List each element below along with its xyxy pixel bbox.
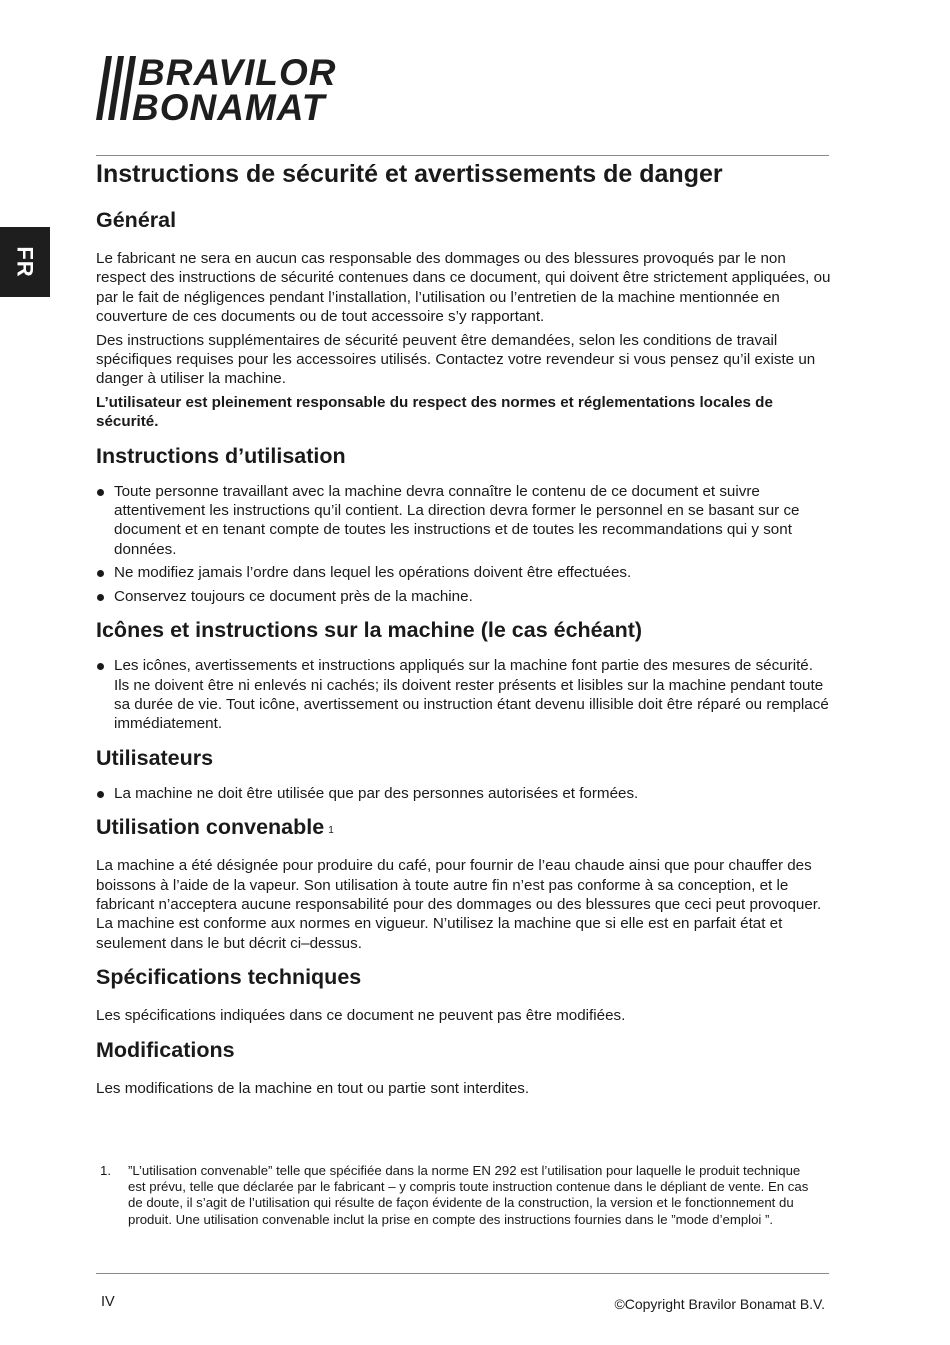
heading-general: Général xyxy=(96,208,177,232)
heading-icons: Icônes et instructions sur la machine (le cas échéant) xyxy=(96,618,643,643)
footnote-reference: 1 xyxy=(328,825,334,837)
page-title: Instructions de sécurité et avertissements de danger xyxy=(96,160,723,188)
general-paragraph-1: Le fabricant ne sera en aucun cas responsable des dommages ou des blessures provoqués par le non respect des instructions de sécurité contenues dans ce document, qui doivent être strictement appliquées, ou par le fait de négligences pendant l’installation, l’utilisation ou l’entretien de la machine mentionnée en couverture de ces documents ou de tout accessoire s’y rapportant. xyxy=(96,250,831,326)
copyright: ©Copyright Bravilor Bonamat B.V. xyxy=(614,1296,825,1312)
logo-line1: BRAVILOR xyxy=(138,54,337,93)
footnote-number: 1. xyxy=(100,1163,111,1178)
users-list xyxy=(96,784,832,803)
modifications-paragraph: Les modifications de la machine en tout ou partie sont interdites. xyxy=(96,1079,530,1097)
list-item: La machine ne doit être utilisée que par des personnes autorisées et formées. xyxy=(96,784,832,803)
top-divider xyxy=(96,155,829,156)
list-item: Conservez toujours ce document près de la machine. xyxy=(96,587,832,606)
general-paragraph-2: Des instructions supplémentaires de sécurité peuvent être demandées, selon les conditions de travail spécifiques requises pour les accessoires utilisés. Contactez votre revendeur si vous pensez qu’il existe un danger à utiliser la machine. xyxy=(96,331,816,388)
usage-list xyxy=(96,482,832,606)
proper-use-paragraph: La machine a été désignée pour produire du café, pour fournir de l’eau chaude ainsi que pour chauffer des boissons à l’aide de la vapeur. Son utilisation à toute autre fin n’est pas conforme à sa conception, et le fabricant n’acceptera aucune responsabilité pour des dommages ou des blessures que ceci peut provoquer. La machine est conforme aux normes en vigueur. N’utilisez la machine que si elle est en parfait état et seulement dans le but décrit ci–dessus. xyxy=(96,857,822,952)
footnote xyxy=(100,1163,815,1228)
language-tab-label: FR xyxy=(12,246,38,278)
icons-list xyxy=(96,656,832,734)
general-paragraph-3: L’utilisateur est pleinement responsable du respect des normes et réglementations locales de sécurité. xyxy=(96,393,773,431)
bottom-divider xyxy=(96,1273,829,1274)
heading-proper-use xyxy=(96,813,832,841)
heading-users: Utilisateurs xyxy=(96,745,214,770)
page-number: IV xyxy=(101,1294,115,1310)
specs-paragraph: Les spécifications indiquées dans ce document ne peuvent pas être modifiées. xyxy=(96,1007,626,1025)
language-tab xyxy=(0,227,50,297)
list-item: Toute personne travaillant avec la machine devra connaître le contenu de ce document et suivre attentivement les instructions qu’il contient. La direction devra former le personnel en se basant sur ce document et en tenant compte de toutes les instructions et de toutes les recommandations qui y sont données. xyxy=(96,482,832,560)
logo-line2: BONAMAT xyxy=(132,87,326,124)
bravilor-bonamat-logo xyxy=(96,54,356,124)
footnote-text: ”L’utilisation convenable” telle que spécifiée dans la norme EN 292 est l’utilisation pour laquelle le produit technique est prévu, telle que déclarée par le fabricant – y compris toute instruction contenue dans le dépliant de vente. En cas de doute, il s’agit de l’utilisation qui résulte de façon évidente de la construction, la version et le fonctionnement du produit. Une utilisation convenable inclut la prise en compte des instructions fournies dans le ”mode d’emploi ”. xyxy=(128,1163,809,1227)
heading-usage: Instructions d’utilisation xyxy=(96,443,346,468)
main-content xyxy=(96,157,832,1098)
heading-specs: Spécifications techniques xyxy=(96,965,362,990)
heading-proper-use-text: Utilisation convenable xyxy=(96,815,325,840)
logo-stripes xyxy=(96,56,136,120)
list-item: Les icônes, avertissements et instructions appliqués sur la machine font partie des mesures de sécurité. Ils ne doivent être ni enlevés ni cachés; ils doivent rester présents et lisibles sur la machine pendant toute sa durée de vie. Tout icône, avertissement ou instruction étant devenu illisible doit être réparé ou remplacé immédiatement. xyxy=(96,656,832,734)
heading-modifications: Modifications xyxy=(96,1037,235,1062)
list-item: Ne modifiez jamais l’ordre dans lequel les opérations doivent être effectuées. xyxy=(96,563,832,582)
